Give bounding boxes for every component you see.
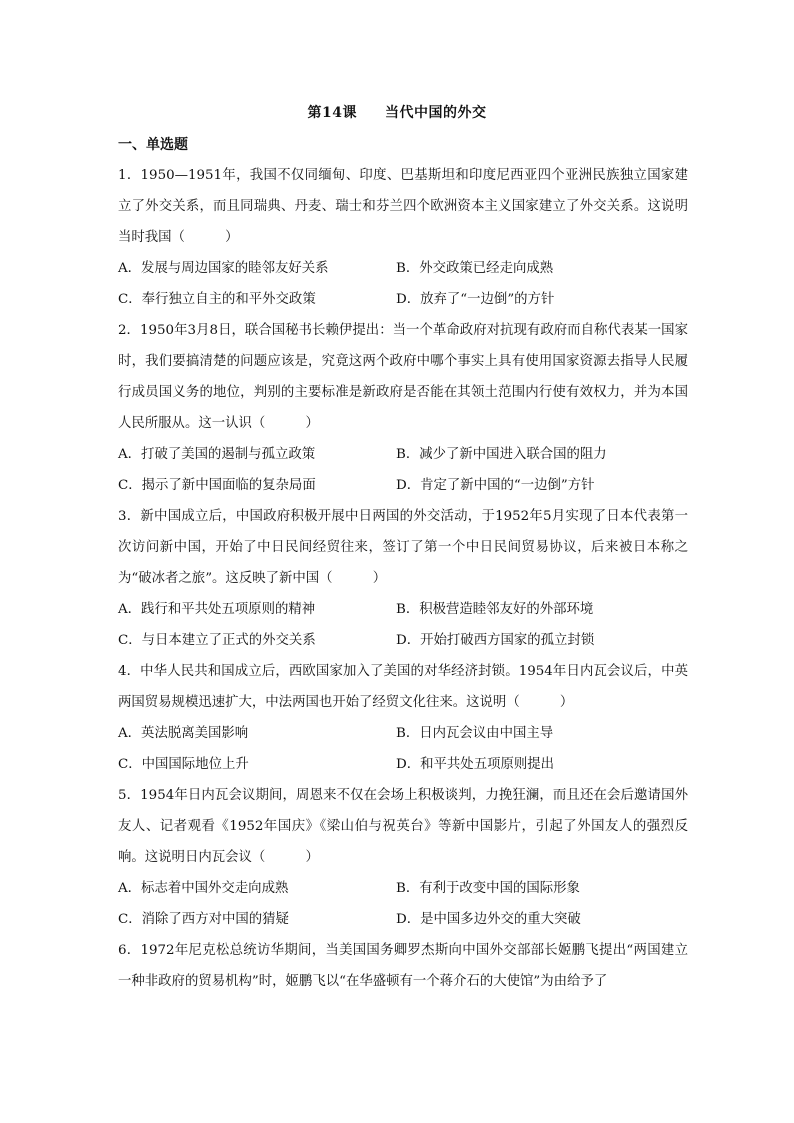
question-stem: 2．1950年3月8日，联合国秘书长赖伊提出：当一个革命政府对抗现有政府而自称代表某一国家时，我们要搞清楚的问题应该是，究竟这两个政府中哪个事实上具有使用国家资源去指导人民履行成员国义务的地位，判别的主要标准是新政府是否能在其领土范围内行使有效权力，并为本国人民所服从。这一认识（ ） <box>118 323 688 431</box>
option-b: B．有利于改变中国的国际形象 <box>396 881 580 896</box>
option-grid <box>118 873 688 935</box>
option-c: C．揭示了新中国面临的复杂局面 <box>118 478 316 493</box>
question-2 <box>118 315 688 501</box>
option-c: C．奉行独立自主的和平外交政策 <box>118 292 316 307</box>
option-c: C．与日本建立了正式的外交关系 <box>118 633 316 648</box>
question-list <box>118 160 688 997</box>
option-b: B．减少了新中国进入联合国的阻力 <box>396 447 607 462</box>
option-d: D．是中国多边外交的重大突破 <box>396 912 581 927</box>
option-d: D．和平共处五项原则提出 <box>396 757 555 772</box>
option-a: A．打破了美国的遏制与孤立政策 <box>118 447 316 462</box>
option-a: A．发展与周边国家的睦邻友好关系 <box>118 261 329 276</box>
question-4 <box>118 656 688 780</box>
option-d: D．肯定了新中国的“一边倒”方针 <box>396 478 595 493</box>
option-b: B．外交政策已经走向成熟 <box>396 261 554 276</box>
question-1 <box>118 160 688 315</box>
lesson-label: 第14课 <box>307 105 357 121</box>
question-stem: 4．中华人民共和国成立后，西欧国家加入了美国的对华经济封锁。1954年日内瓦会议后，中英两国贸易规模迅速扩大，中法两国也开始了经贸文化往来。这说明（ ） <box>118 664 688 710</box>
option-grid <box>118 253 688 315</box>
question-stem: 6．1972年尼克松总统访华期间，当美国国务卿罗杰斯向中国外交部部长姬鹏飞提出“两国建立一种非政府的贸易机构”时，姬鹏飞以“在华盛顿有一个蒋介石的大使馆”为由给予了 <box>118 943 688 989</box>
question-stem: 3．新中国成立后，中国政府积极开展中日两国的外交活动，于1952年5月实现了日本代表第一次访问新中国，开始了中日民间经贸往来，签订了第一个中日民间贸易协议，后来被日本称之为“破冰者之旅”。这反映了新中国（ ） <box>118 509 688 586</box>
option-c: C．消除了西方对中国的猜疑 <box>118 912 289 927</box>
question-stem: 5．1954年日内瓦会议期间，周恩来不仅在会场上积极谈判，力挽狂澜，而且还在会后邀请国外友人、记者观看《1952年国庆》《梁山伯与祝英台》等新中国影片，引起了外国友人的强烈反响。这说明日内瓦会议（ ） <box>118 788 688 865</box>
question-stem: 1．1950—1951年，我国不仅同缅甸、印度、巴基斯坦和印度尼西亚四个亚洲民族独立国家建立了外交关系，而且同瑞典、丹麦、瑞士和芬兰四个欧洲资本主义国家建立了外交关系。这说明当时我国（ ） <box>118 168 688 245</box>
option-b: B．日内瓦会议由中国主导 <box>396 726 554 741</box>
question-3 <box>118 501 688 656</box>
lesson-name: 当代中国的外交 <box>384 105 487 121</box>
option-grid <box>118 439 688 501</box>
option-grid <box>118 718 688 780</box>
question-5 <box>118 780 688 935</box>
option-a: A．标志着中国外交走向成熟 <box>118 881 289 896</box>
option-b: B．积极营造睦邻友好的外部环境 <box>396 602 594 617</box>
option-c: C．中国国际地位上升 <box>118 757 249 772</box>
option-a: A．英法脱离美国影响 <box>118 726 249 741</box>
option-grid <box>118 594 688 656</box>
question-6 <box>118 935 688 997</box>
section-heading: 一、单选题 <box>118 137 188 153</box>
lesson-title <box>0 102 794 122</box>
option-a: A．践行和平共处五项原则的精神 <box>118 602 316 617</box>
option-d: D．开始打破西方国家的孤立封锁 <box>396 633 595 648</box>
option-d: D．放弃了“一边倒”的方针 <box>396 292 555 307</box>
